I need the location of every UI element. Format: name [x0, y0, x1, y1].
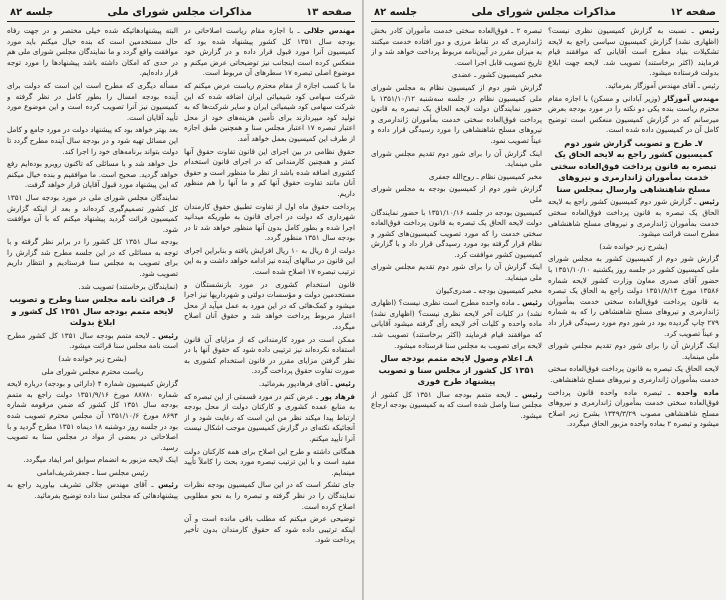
paragraph-text: لایحه الحاق یک تبصره به قانون پرداخت فوق‌العاده سختی خدمت بمأموران ژاندارمری و نیروهای مسلح شاهنشاهی. [548, 364, 719, 384]
paragraph-text: نمایندگان مجلس شورای ملی در مورد بودجه سال ۱۳۵۱ کل کشور تصمیم‌گیری کرده‌اند و بعد از اینکه گزارش کمیسیون قرائت گردید پیشنهاد میکنم که با آن موافقت شود. [7, 192, 178, 234]
paragraph-text: ممکن است در مورد کارمندانی که از مزایای آن قانون استفاده نکرده‌اند نیز ترتیبی داده شود که حقوق آنها با در نظر گرفتن مزایای مقرر در قانون استخدام کشوری به صورت تفاوت حقوق پرداخت گردد. [184, 334, 355, 376]
paragraph-text: ـ گزارش شور دوم کمیسیون کشور راجع به لایحه الحاق یک تبصره به قانون پرداخت فوق‌العاده سختی خدمت بمأموران ژاندارمری و نیروهای مسلح شاهنشاهی مطرح است قرائت میشود. [548, 197, 719, 239]
paragraph-text: حل خواهد شد و با مسائلی که تاکنون روبرو بوده‌ایم رفع خواهد گردید. صحیح است. ما موافقیم و بنده خیال میکنم که این پیشنهاد مورد قبول آقایان قرار خواهد گرفت. [7, 159, 178, 190]
paragraph [371, 26, 542, 68]
paragraph-text: اینک گزارش آن را برای شور دوم تقدیم مجلس شورای ملی مینماید. [371, 262, 542, 283]
paragraph-text: البته پیشنهادهائیکه شده خیلی مختصر و در جهت رفاه حال مستخدمین است که بنده خیال میکنم باید مورد موافقت واقع گردد و ما نمایندگان مجلس شورای ملی هم در حدی که امکان داشته باشد پیشنهادها را مورد توجه قرار داده‌ایم. [7, 26, 178, 78]
paragraph [371, 70, 542, 81]
paragraph [7, 455, 178, 466]
paragraph [371, 208, 542, 261]
paragraph [548, 364, 719, 385]
paragraph [371, 262, 542, 283]
paragraph-text: ـ نسبت به گزارش کمیسیون نظری نیست؟ (اظهاری نشد) گزارش کمیسیون سیاسی راجع به لایحه تشکیلات بنیاد مطرح است آقایانی که موافقند قیام فرمایند (اکثر برخاستند) تصویب شد. لایحه جهت ابلاغ بدولت فرستاده میشود. [548, 26, 719, 78]
paragraph-text: ـ با اجازه مقام ریاست اصلاحاتی در بودجه سال ۱۳۵۱ کل کشور پیشنهاد شده بود که کمیسیون آنرا مورد قبول قرار داده و در گزارش خود منعکس کرده است اینجانب نیز توضیحاتی عرض میکنم و موضوع اصلی تبصره ۱۷ سطرهای آن مربوط است. [184, 26, 355, 78]
left-page-header [7, 6, 355, 22]
paragraph [184, 147, 355, 200]
speaker-name: ماده واحده [676, 387, 719, 397]
speaker-name: رئیس [522, 298, 542, 308]
paragraph [7, 379, 178, 453]
paragraph [184, 514, 355, 546]
paragraph [7, 159, 178, 191]
paragraph [371, 83, 542, 147]
left-page-session: جلسه ۸۲ [10, 6, 54, 18]
paragraph-text: دولت از ۵ ریال به ۱۰ ریال افزایش یافته و بنابراین اجرای این قانون در سالهای آینده نیز ادامه خواهد داشت و به این ترتیب تبصره ۱۷ اصلاح شده است. [184, 245, 355, 277]
paragraph-text: بودجه سال ۱۳۵۱ کل کشور را در برابر نظر گرفته و با توجه به مسائلی که در این جلسه مطرح شد گزارش را برای تصویب به مجلس سنا فرستادیم و انتظار داریم تصویب شود. [7, 237, 178, 279]
paragraph [371, 298, 542, 351]
paragraph-text: اینک لایحه مزبور به انضمام سوابق امر ایفاد میگردد. [23, 455, 178, 465]
left-page-columns [7, 26, 355, 598]
paragraph-text: اینک گزارش آن را برای شور دوم تقدیم مجلس شورای ملی مینماید. [548, 341, 719, 361]
centered-line: رئیس مجلس سنا ـ جعفرشریف‌امامی [36, 467, 149, 477]
paragraph-text: پرداخت حقوق ماه اول از تفاوت تطبیق حقوق کارمندان شهرداری که دولت در اجرای قانون به طوریکه میدانید اجرا شده و بطور کامل بدون آنها منظور خواهد شد تا در بودجه سال ۱۳۵۱ منظور گردد. [184, 201, 355, 243]
paragraph-text: گزارش شور دوم از کمیسیون نظام به مجلس شورای ملی کمیسیون نظام در جلسه سه‌شنبه ۱۳۵۱/۱۰/۱۲ با حضور نمایندگان دولت لایحه الحاق یک تبصره به قانون پرداخت فوق‌العاده سختی خدمت بمأموران ژاندارمری و نیروهای مسلح شاهنشاهی را مورد رسیدگی قرار داده و عیناً تصویب نمود. [371, 82, 542, 145]
right-page [363, 0, 726, 600]
paragraph-text: گزارش شور دوم از کمیسیون کشور به مجلس شورای ملی کمیسیون کشور در جلسه روز یکشنبه ۱۳۵۱/۱۰/۱۰ با حضور آقای صدری معاون وزارت کشور لایحه شماره ۱۳۵۸۶ مورخ ۱۳۵۱/۸/۱۴ دولت راجع به الحاق یک تبصره به قانون پرداخت فوق‌العاده سختی خدمت بمأموران ژاندارمری و نیروهای مسلح شاهنشاهی را که به شماره ۲۷۹ چاپ گردیده بود در شور دوم مورد رسیدگی قرار داد و عیناً تصویب کرد. [548, 254, 719, 338]
paragraph [184, 392, 355, 445]
paragraph [371, 172, 542, 183]
speaker-name: رئیس [699, 26, 719, 35]
paragraph [548, 197, 719, 239]
paragraph [184, 379, 355, 390]
paragraph-text: ـ آقای مهندس جلالی تشریف بیاورید راجع به پیشنهادهائی که مجلس سنا داده توضیح بفرمائید. [7, 480, 178, 501]
paragraph-text: ـ تبصره ماده واحده قانون پرداخت فوق‌العاده سختی خدمت بمأموران ژاندارمری و نیروهای مسلح شاهنشاهی مصوب ۱۳۴۹/۳/۲۹ بشرح زیر اصلاح میشود و تبصره ۲ بماده واحده مزبور الحاق میگردد. [548, 387, 719, 429]
section-heading: ۸ـ اعلام وصول لایحه متمم بودجه سال ۱۳۵۱ کل کشور از مجلس سنا و تصویب پیشنهاد طرح فوری [378, 353, 535, 387]
paragraph [7, 237, 178, 279]
paragraph-text: گزارش شور دوم از کمیسیون بودجه به مجلس شورای ملی [371, 184, 542, 204]
paragraph-text: مخبر کمیسیون کشور ـ عضدی [451, 70, 542, 80]
paragraph [7, 282, 178, 293]
speaker-name: رئیس [335, 379, 355, 388]
paragraph [371, 286, 542, 297]
right-page-session: جلسه ۸۲ [374, 6, 418, 18]
paragraph [371, 390, 542, 422]
paragraph-text: همگانی داشته و طرح این اصلاح برای همه کارکنان دولت مفید است و با این ترتیب تبصره مورد بحث را کاملاً تأیید مینمایم. [184, 446, 355, 477]
paragraph [184, 202, 355, 244]
parenthetical-note: (بشرح زیر خوانده شد) [58, 353, 127, 363]
paragraph-text: ـ لایحه متمم بودجه سال ۱۳۵۱ کل کشور از مجلس سنا واصل شده است که به کمیسیون بودجه ارجاع میشود. [371, 389, 542, 420]
section-heading: ۷ـ طرح و تصویب گزارش شور دوم کمیسیون کشور راجع به لایحه الحاق یک تبصره به قانون پرداخت فوق‌العاده سختی خدمت بمأموران ژاندارمری و نیروهای مسلح شاهنشاهی وارسال بمجلس سنا [550, 137, 717, 194]
left-page-column-right [184, 26, 355, 598]
paragraph [184, 81, 355, 145]
paragraph-text: کمیسیون بودجه در جلسه ۱۳۵۱/۱۰/۱۶ با حضور نمایندگان دولت لایحه الحاق یک تبصره به قانون پرداخت فوق‌العاده سختی خدمت را که مورد تصویب کمیسیون‌های کشور و نظام قرار گرفته بود مورد رسیدگی قرار داد و با گزارش کمیسیون کشور موافقت کرد. [371, 207, 542, 259]
paragraph [184, 26, 355, 79]
paragraph-text: ـ ماده واحده مطرح است نظری نیست؟ (اظهاری نشد) در کلیات آخر لایحه نظری نیست؟ (اظهاری نشد) ماده واحده و کلیات آخر لایحه رأی گرفته میشود آقایانی که موافقند قیام فرمایند (اکثر برخاستند) تصویب شد. لایحه برای تصویب به مجلس سنا فرستاده میشود. [371, 298, 542, 350]
paragraph [371, 184, 542, 205]
paragraph [184, 480, 355, 512]
paragraph [548, 254, 719, 339]
centered-line: ریاست محترم مجلس شورای ملی [41, 366, 144, 376]
right-page-column-left [371, 26, 542, 598]
parenthetical-note: (بشرح زیر خوانده شد) [599, 241, 668, 251]
paragraph [184, 280, 355, 333]
paragraph-text: مخبر کمیسیون نظام ـ روح‌الله جعفری [428, 171, 542, 181]
paragraph [184, 246, 355, 278]
paragraph-text: حقوق نظامی در بین اجرای این قانون تفاوت حقوق آنها کمتر و همچنین کارمندانی که در اجرای قانون استخدام کشوری اضافه شده باشد از نظر ما منظور است و حقوق آنان مانند تفاوت حقوق آنها کم و ما آنها را هم منظور داریم. [184, 146, 355, 198]
right-page-column-right [548, 26, 719, 598]
paragraph [7, 81, 178, 123]
paragraph-text: (نمایندگان برخاستند) تصویب شد. [78, 281, 178, 291]
right-page-header [371, 6, 719, 22]
paragraph-text: ما با کسب اجازه از مقام محترم ریاست عرض میکنم که شرکت سهامی کود شیمیائی ایران اضافه شده که این شرکت سهامی کود شیمیائی ایران و سایر شرکت‌ها که به تولید کود میپردازند برای تأمین هزینه‌های خود از محل اعتبار تبصره ۱۷ اعتبار مجلس سنا و همچنین طبق اجازه از طرف این کمیسیون بعمل خواهد آمد. [184, 80, 355, 143]
paragraph [371, 149, 542, 170]
paragraph [548, 94, 719, 136]
paragraph-text: (وزیر آبادانی و مسکن) با اجازه مقام محترم ریاست بنده یکی دو نکته را در مورد بودجه بعرض میرسانم که در گزارش کمیسیون منعکس است توضیح کامل آن در کمیسیون داده شده است. [548, 93, 719, 135]
paragraph [7, 331, 178, 352]
speaker-name: مهندس جلالی [303, 26, 355, 35]
left-page-running-title: مذاکرات مجلس شورای ملی [107, 6, 253, 18]
paragraph [548, 388, 719, 430]
paragraph-text: مسأله دیگری که مطرح است این است که دولت برای آینده بودجه امسال را بطور کامل در نظر گرفته و کمیسیون نیز آنرا تصویب کرده است و این موضوع مورد تأیید آقایان است. [7, 80, 178, 122]
speaker-name: رئیس [158, 330, 178, 340]
paragraph [7, 26, 178, 79]
paragraph [7, 193, 178, 235]
speaker-name: مهندس آموزگار [663, 93, 719, 103]
paragraph [548, 26, 719, 79]
paragraph-text: تبصره ۲ ـ فوق‌العاده سختی خدمت مأموران کادر بخش ژاندارمری که در نقاط مرزی و دور افتاده خدمت میکنند به میزان مقرر در آیین‌نامه مربوط پرداخت خواهد شد و از تاریخ تصویب قابل اجرا است. [371, 26, 542, 67]
paragraph-text: گزارش کمیسیون شماره ۴ (دارائی و بودجه) درباره لایحه شماره ۸۸۷۸۰ مورخ ۱۳۵۱/۹/۱۶ دولت راجع به متمم بودجه سال ۱۳۵۱ کل کشور که ضمن مرقومه شماره ۸۶۹۴ مورخ ۱۳۵۱/۱۰/۶ آن مجلس محترم تصویب شده بود در جلسه روز دوشنبه ۱۸ دیماه ۱۳۵۱ مطرح گردید و با اصلاحاتی در بعضی از مواد در مجلس سنا به تصویب رسید. [7, 379, 178, 452]
paragraph [548, 341, 719, 362]
paragraph [184, 447, 355, 479]
speaker-name: فرهاد پور [320, 391, 355, 401]
paragraph [7, 480, 178, 501]
right-page-number: صفحه ۱۲ [670, 6, 716, 18]
right-page-columns [371, 26, 719, 598]
speaker-name: رئیس [158, 480, 178, 490]
speaker-name: رئیس [522, 389, 542, 399]
paragraph-text: قانون استخدام کشوری در مورد بازنشستگان و مستخدمین دولت و مؤسسات دولتی و شهرداریها نیز اجرا میشود و کمک‌هائی که در این مورد به عمل میآید از محل اعتبار مربوط پرداخت خواهد شد و حقوق آنان اصلاح میگردد. [184, 279, 355, 332]
paragraph-text: ـ آقای فرهادپور بفرمائید. [258, 379, 333, 388]
paragraph [7, 125, 178, 157]
left-page-column-left [7, 26, 178, 598]
section-heading: ۶ـ قرائت نامه مجلس سنا وطرح و تصویب لایحه متمم بودجه سال ۱۳۵۱ کل کشور و ابلاغ بدولت [9, 294, 176, 328]
left-page-number: صفحه ۱۳ [306, 6, 352, 18]
paragraph [184, 335, 355, 377]
paragraph-text: ـ عرض کنم در مورد قسمتی از این تبصره که به منابع عمده کشوری و کارکنان دولت از محل بودجه ارتباط پیدا میکند نظر من این است که رعایت شود و از آنجائیکه نکته‌ای در گزارش کمیسیون موجب اشکال نیست آنرا تأیید میکنم. [184, 391, 355, 443]
paragraph-text: جای تشکر است که در این سال کمیسیون بودجه نظرات نمایندگان را در نظر گرفته و تبصره را به نحو مطلوبی اصلاح کرده است. [184, 480, 355, 511]
paragraph-text: مخبر کمیسیون بودجه ـ صدری‌کیوان [436, 285, 542, 295]
right-page-running-title: مذاکرات مجلس شورای ملی [471, 6, 617, 18]
paragraph-text: توضیحی عرض میکنم که مطلب باقی مانده است و آن اینکه ترتیبی داده شود که حقوق کارمندان بدون تأخیر پرداخت شود. [184, 514, 355, 545]
paragraph-text: بعد بهتر خواهد بود که پیشنهاد دولت در مورد جامع و کامل این مسائل تهیه شود و در بودجه سال آینده مطرح گردد تا دولت بتواند برنامه‌های خود را اجرا کند. [7, 125, 178, 156]
paragraph [548, 81, 719, 92]
paragraph-text: ـ لایحه متمم بودجه سال ۱۳۵۱ کل کشور مطرح است نامه مجلس سنا قرائت میشود. [7, 330, 178, 351]
paragraph-text: رئیس ـ آقای مهندس آموزگار بفرمائید. [605, 80, 719, 90]
speaker-name: رئیس [699, 197, 719, 207]
paragraph-text: اینک گزارش آن را برای شور دوم تقدیم مجلس شورای ملی مینماید. [371, 148, 542, 169]
